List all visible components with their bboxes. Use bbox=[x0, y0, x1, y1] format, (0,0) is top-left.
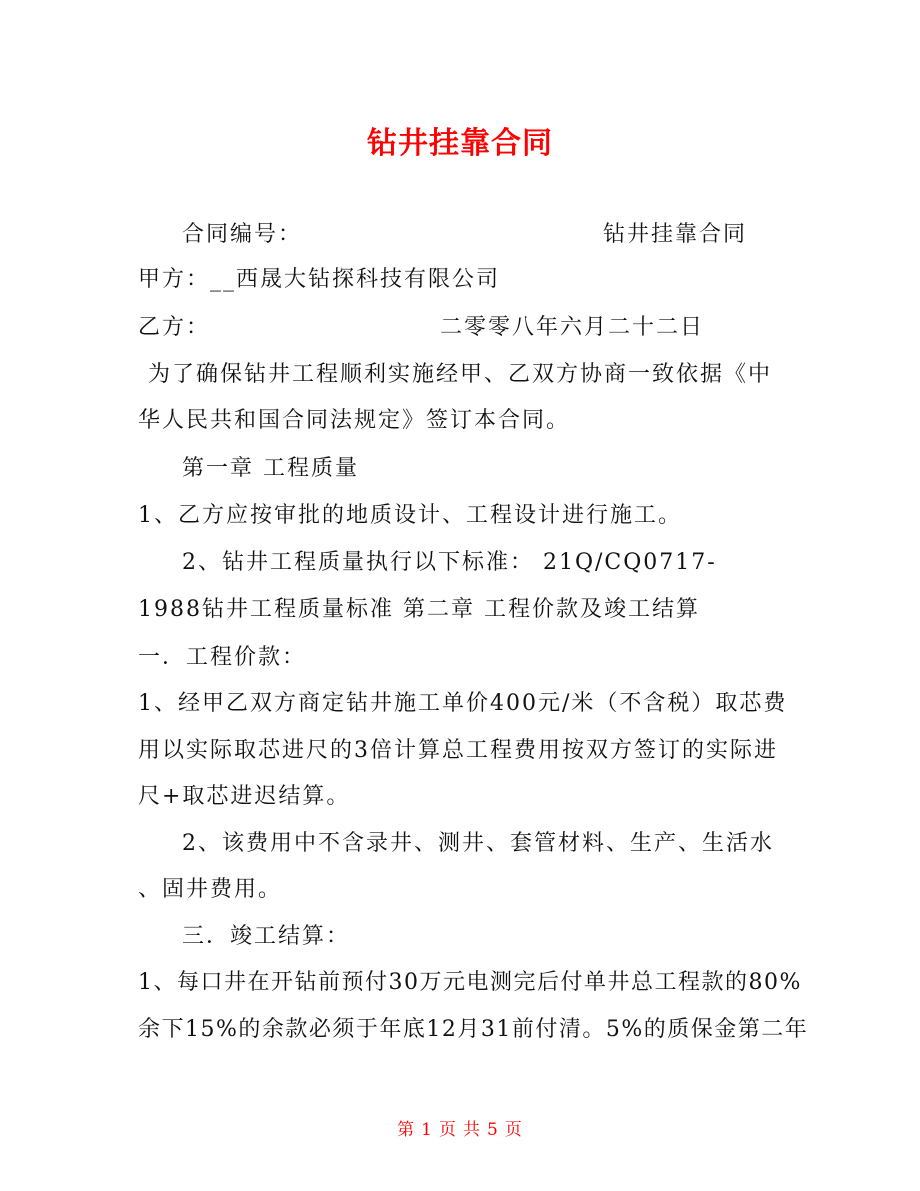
section-1-heading: 一．工程价款： bbox=[138, 645, 307, 670]
footer-text-ye-2: 页 bbox=[504, 1120, 523, 1140]
price-item-2-line-1: 2、该费用中不含录井、测井、套管材料、生产、生活水 bbox=[182, 831, 774, 856]
contract-date: 二零零八年六月二十二日 bbox=[440, 315, 705, 340]
intro-line-1: 为了确保钻井工程顺利实施经甲、乙双方协商一致依据《中 bbox=[148, 362, 773, 387]
footer-current-page: 1 bbox=[421, 1120, 433, 1140]
settle-item-1-line-2: 余下15%的余款必须于年底12月31前付清。5%的质保金第二年 bbox=[138, 1017, 809, 1042]
footer-text-ye: 页 bbox=[439, 1120, 457, 1140]
chapter-1-item-2-cont: 1988钻井工程质量标准 第二章 工程价款及竣工结算 bbox=[138, 597, 700, 622]
footer-total-pages: 5 bbox=[487, 1120, 499, 1140]
chapter-1-item-1: 1、乙方应按审批的地质设计、工程设计进行施工。 bbox=[138, 503, 682, 528]
footer-text-di: 第 bbox=[397, 1120, 416, 1140]
footer-text-gong: 共 bbox=[463, 1120, 481, 1140]
contract-number-label: 合同编号： bbox=[182, 222, 303, 247]
chapter-1-item-2: 2、钻井工程质量执行以下标准： 21Q/CQ0717- bbox=[182, 550, 717, 575]
party-a: 甲方：__西晟大钻探科技有限公司 bbox=[138, 267, 501, 292]
party-b: 乙方： bbox=[138, 315, 211, 340]
price-item-2-line-2: 、固井费用。 bbox=[138, 877, 283, 902]
document-title: 钻井挂靠合同 bbox=[367, 126, 553, 161]
chapter-1-heading: 第一章 工程质量 bbox=[182, 456, 359, 481]
page-footer bbox=[0, 1115, 920, 1140]
section-3-heading: 三．竣工结算： bbox=[182, 924, 351, 949]
price-item-1-line-2: 用以实际取芯进尺的3倍计算总工程费用按双方签订的实际进 bbox=[138, 738, 778, 763]
price-item-1-line-1: 1、经甲乙双方商定钻井施工单价400元/米（不含税）取芯费 bbox=[138, 691, 788, 716]
price-item-1-line-3: 尺+取芯进迟结算。 bbox=[138, 784, 351, 809]
contract-name: 钻井挂靠合同 bbox=[603, 222, 748, 247]
settle-item-1-line-1: 1、每口井在开钻前预付30万元电测完后付单井总工程款的80% bbox=[138, 970, 802, 995]
intro-line-2: 华人民共和国合同法规定》签订本合同。 bbox=[138, 408, 571, 433]
